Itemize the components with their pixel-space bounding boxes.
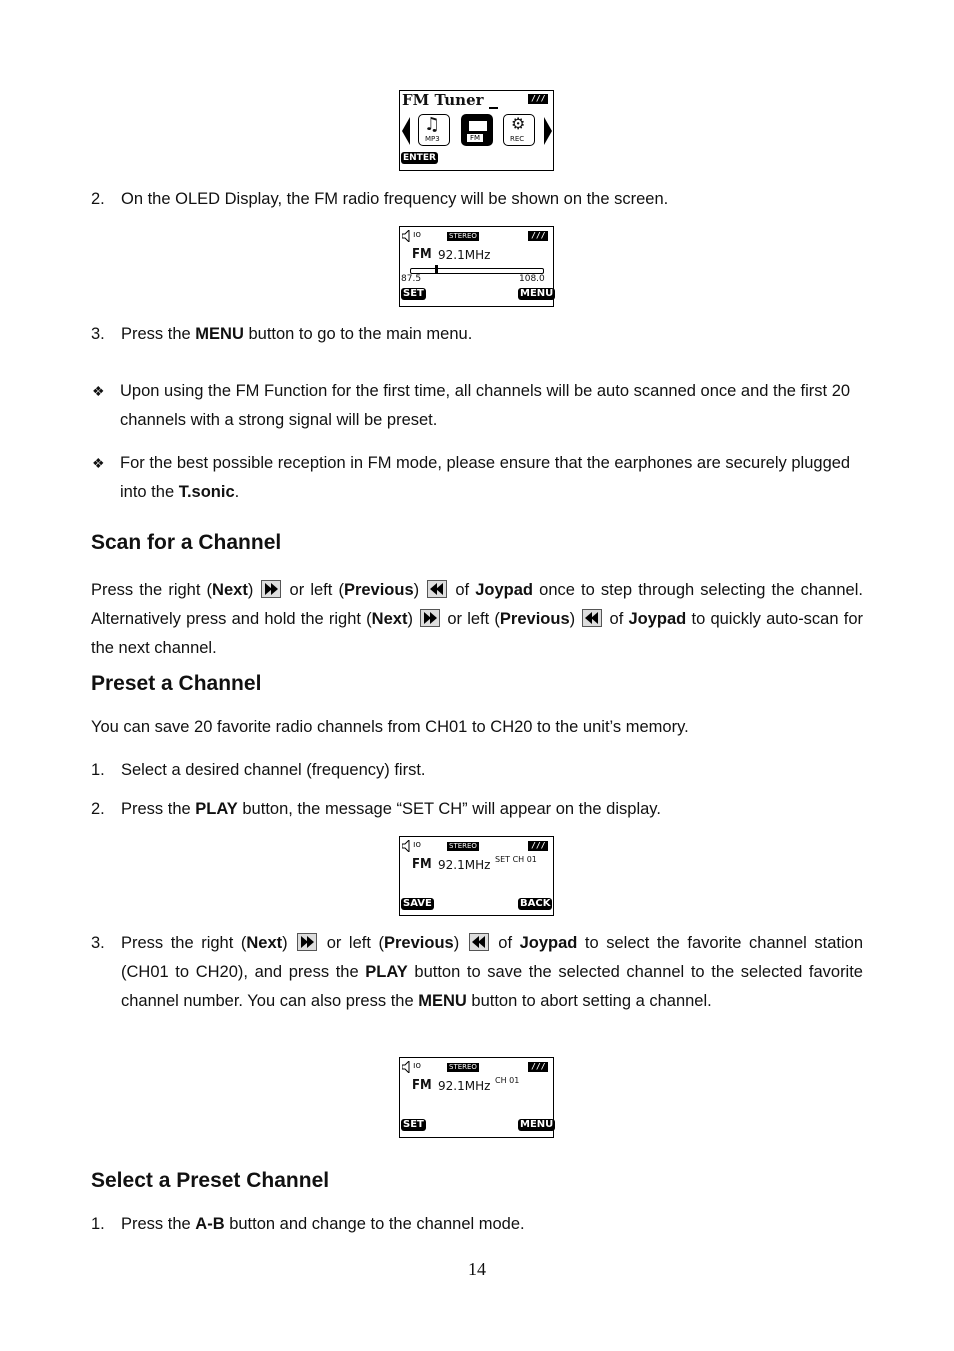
stereo-indicator: STEREO: [449, 232, 477, 240]
frequency-max: 108.0: [519, 274, 545, 284]
section-heading: Preset a Channel: [91, 672, 262, 695]
set-button-label: SET: [403, 288, 424, 299]
frequency-min: 87.5: [401, 274, 422, 284]
music-note-icon: ♫: [424, 114, 441, 135]
next-button-icon: [261, 580, 281, 598]
set-channel-message: SET CH 01: [495, 855, 537, 864]
preset-intro: You can save 20 favorite radio channels from CH01 to CH20 to the unit’s memory.: [91, 718, 689, 736]
next-button-icon: [420, 609, 440, 627]
mp3-icon-label: MP3: [425, 135, 440, 143]
fm-frequency-screen: [399, 226, 554, 307]
note-text: Upon using the FM Function for the first time, all channels will be auto scanned once and the first 20 channels with a strong signal will be preset.: [120, 382, 851, 429]
cursor-bar: [489, 107, 498, 109]
previous-button-icon: [582, 609, 602, 627]
band-label: FM: [412, 857, 432, 872]
stereo-indicator: STEREO: [449, 1063, 477, 1071]
step-number: 3.: [91, 934, 105, 952]
next-button-icon: [297, 933, 317, 951]
note-bullet-icon: ❖: [92, 383, 105, 399]
step-number: 1.: [91, 1215, 105, 1233]
stereo-indicator: STEREO: [449, 842, 477, 850]
step-number: 2.: [91, 190, 105, 208]
note-bullet-icon: ❖: [92, 455, 105, 471]
back-button-label: BACK: [520, 898, 551, 909]
section-heading: Scan for a Channel: [91, 531, 282, 554]
frequency-readout: 92.1MHz: [438, 248, 491, 262]
page-number: 14: [468, 1259, 486, 1279]
step-number: 1.: [91, 761, 105, 779]
volume-level: ıo: [413, 840, 422, 850]
volume-level: ıo: [413, 230, 422, 240]
band-label: FM: [412, 1078, 432, 1093]
previous-button-icon: [427, 580, 447, 598]
step-text: Press the right (Next) or left (Previous) of Joypad to select the favorite channel station (CH01 to CH20), and press the PLAY button to save the selected channel to the selected favorite channel number. You can also press the MENU button to abort setting a channel.: [121, 934, 863, 1010]
menu-button-label: MENU: [520, 288, 554, 299]
channel-number: CH 01: [495, 1076, 520, 1085]
fm-icon-label: FM: [467, 134, 483, 142]
rec-icon-label: REC: [510, 135, 525, 143]
note-text: For the best possible reception in FM mode, please ensure that the earphones are securely plugged into the T.sonic.: [120, 454, 851, 501]
volume-level: ıo: [413, 1061, 422, 1071]
radio-grill-icon: [468, 120, 488, 132]
step-text: Select a desired channel (frequency) first.: [121, 761, 426, 779]
scan-paragraph: Press the right (Next) or left (Previous) of Joypad once to step through selecting the channel. Alternatively press and hold the right (Next) or left (Previous) of Joypad to quickly auto-scan for the next channel.: [91, 581, 863, 657]
frequency-slider-thumb: [435, 265, 438, 274]
enter-button-label: ENTER: [403, 153, 436, 163]
battery-icon: ///: [528, 231, 548, 241]
set-button-label: SET: [403, 1119, 424, 1130]
right-arrow-icon: [544, 117, 552, 145]
fm-icon: [461, 114, 493, 146]
battery-icon: ///: [528, 94, 548, 104]
section-heading: Select a Preset Channel: [91, 1169, 330, 1192]
save-button-label: SAVE: [403, 898, 432, 909]
left-arrow-icon: [402, 117, 410, 145]
screen-title: FM Tuner: [402, 91, 484, 109]
step-text: Press the PLAY button, the message “SET CH” will appear on the display.: [121, 800, 661, 818]
rec-icon: [503, 114, 535, 146]
frequency-slider: [410, 268, 544, 274]
step-text: Press the A-B button and change to the channel mode.: [121, 1215, 525, 1233]
step-text: Press the MENU button to go to the main menu.: [121, 325, 473, 343]
volume-icon: [402, 840, 412, 852]
step-number: 2.: [91, 800, 105, 818]
frequency-readout: 92.1MHz: [438, 858, 491, 872]
band-label: FM: [412, 247, 432, 262]
battery-icon: ///: [528, 841, 548, 851]
previous-button-icon: [469, 933, 489, 951]
gear-icon: ⚙: [511, 114, 526, 133]
volume-icon: [402, 1061, 412, 1073]
fm-tuner-menu-screen: [399, 90, 554, 171]
step-number: 3.: [91, 325, 105, 343]
mp3-icon: [418, 114, 450, 146]
volume-icon: [402, 230, 412, 242]
channel-screen: [399, 1057, 554, 1138]
set-channel-screen: [399, 836, 554, 916]
frequency-readout: 92.1MHz: [438, 1079, 491, 1093]
menu-button-label: MENU: [520, 1119, 554, 1130]
step-text: On the OLED Display, the FM radio frequency will be shown on the screen.: [121, 190, 669, 208]
battery-icon: ///: [528, 1062, 548, 1072]
